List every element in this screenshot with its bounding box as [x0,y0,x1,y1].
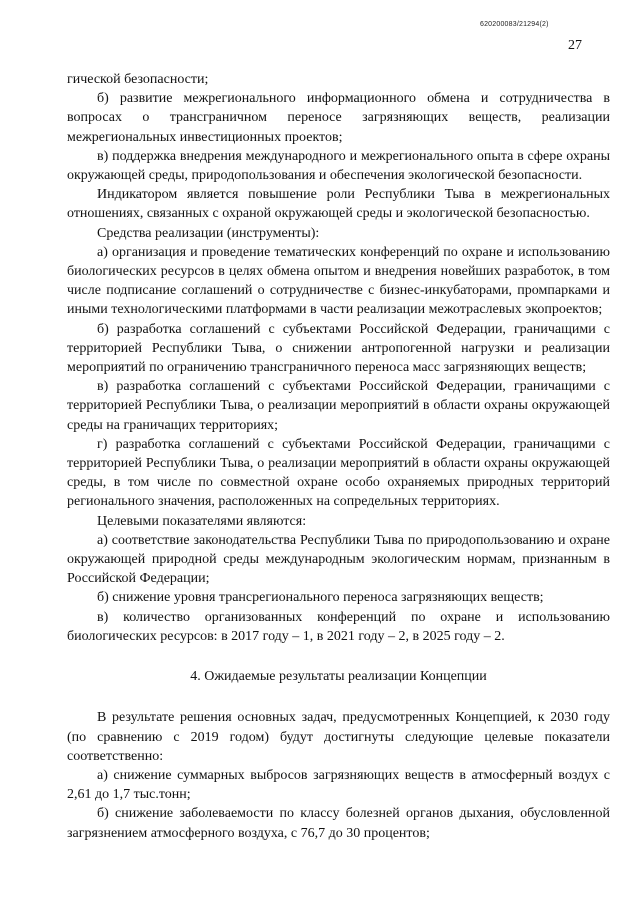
page-number: 27 [568,38,582,53]
paragraph: гической безопасности; [67,72,209,87]
paragraph: в) поддержка внедрения международного и межрегионального опыта в сфере охраны окружающей среды, природопользования и обеспечения экологической безопасности. [67,148,610,184]
paragraph: а) снижение суммарных выбросов загрязняющих веществ в атмосферный воздух с 2,61 до 1,7 тыс.тонн; [67,767,610,803]
paragraph: Индикатором является повышение роли Республики Тыва в межрегиональных отношениях, связанных с охраной окружающей среды и экологической безопасностью. [67,187,610,222]
document-body [67,70,610,843]
paragraph: а) организация и проведение тематических конференций по охране и использованию биологических ресурсов в целях обмена опытом и внедрения новейших разработок, в том числе подписание соглашений о сотрудничестве с бизнес-инкубаторами, промпарками и иными технологическими платформами в части реализации межотраслевых экопроектов; [67,244,610,318]
paragraph: Средства реализации (инструменты): [97,225,320,241]
paragraph: г) разработка соглашений с субъектами Российской Федерации, граничащими с территорией Республики Тыва, о реализации мероприятий в области охраны окружающей среды, в том числе по совместной охране особо охраняемых природных территорий регионального значения, расположенных на сопредельных территориях. [67,436,610,510]
paragraph: б) развитие межрегионального информационного обмена и сотрудничества в вопросах о трансграничном переносе загрязняющих веществ, реализации межрегиональных инвестиционных проектов; [67,91,610,145]
paragraph: В результате решения основных задач, предусмотренных Концепцией, к 2030 году (по сравнению с 2019 годом) будут достигнуты следующие целевые показатели соответственно: [67,710,610,764]
paragraph: в) разработка соглашений с субъектами Российской Федерации, граничащими с территорией Республики Тыва, о реализации мероприятий в области охраны окружающей среды на граничащих территориях; [67,379,610,433]
section-heading: 4. Ожидаемые результаты реализации Концепции [190,669,487,685]
paragraph: б) разработка соглашений с субъектами Российской Федерации, граничащими с территорией Республики Тыва, о снижении антропогенной нагрузки и реализации мероприятий по ограничению трансграничного переноса масс загрязняющих веществ; [67,321,610,376]
document-code: 620200083/21294(2) [480,21,549,28]
paragraph: б) снижение заболеваемости по классу болезней органов дыхания, обусловленной загрязнением атмосферного воздуха, с 76,7 до 30 процентов; [67,806,610,841]
paragraph: Целевыми показателями являются: [97,513,307,529]
paragraph: б) снижение уровня трансрегионального переноса загрязняющих веществ; [97,590,544,606]
paragraph: в) количество организованных конференций по охране и использованию биологических ресурсов: в 2017 году – 1, в 2021 году – 2, в 2025 году – 2. [67,609,610,644]
paragraph: а) соответствие законодательства Республики Тыва по природопользованию и охране окружающей природной среды международным экологическим нормам, признанным в Российской Федерации; [67,532,610,587]
